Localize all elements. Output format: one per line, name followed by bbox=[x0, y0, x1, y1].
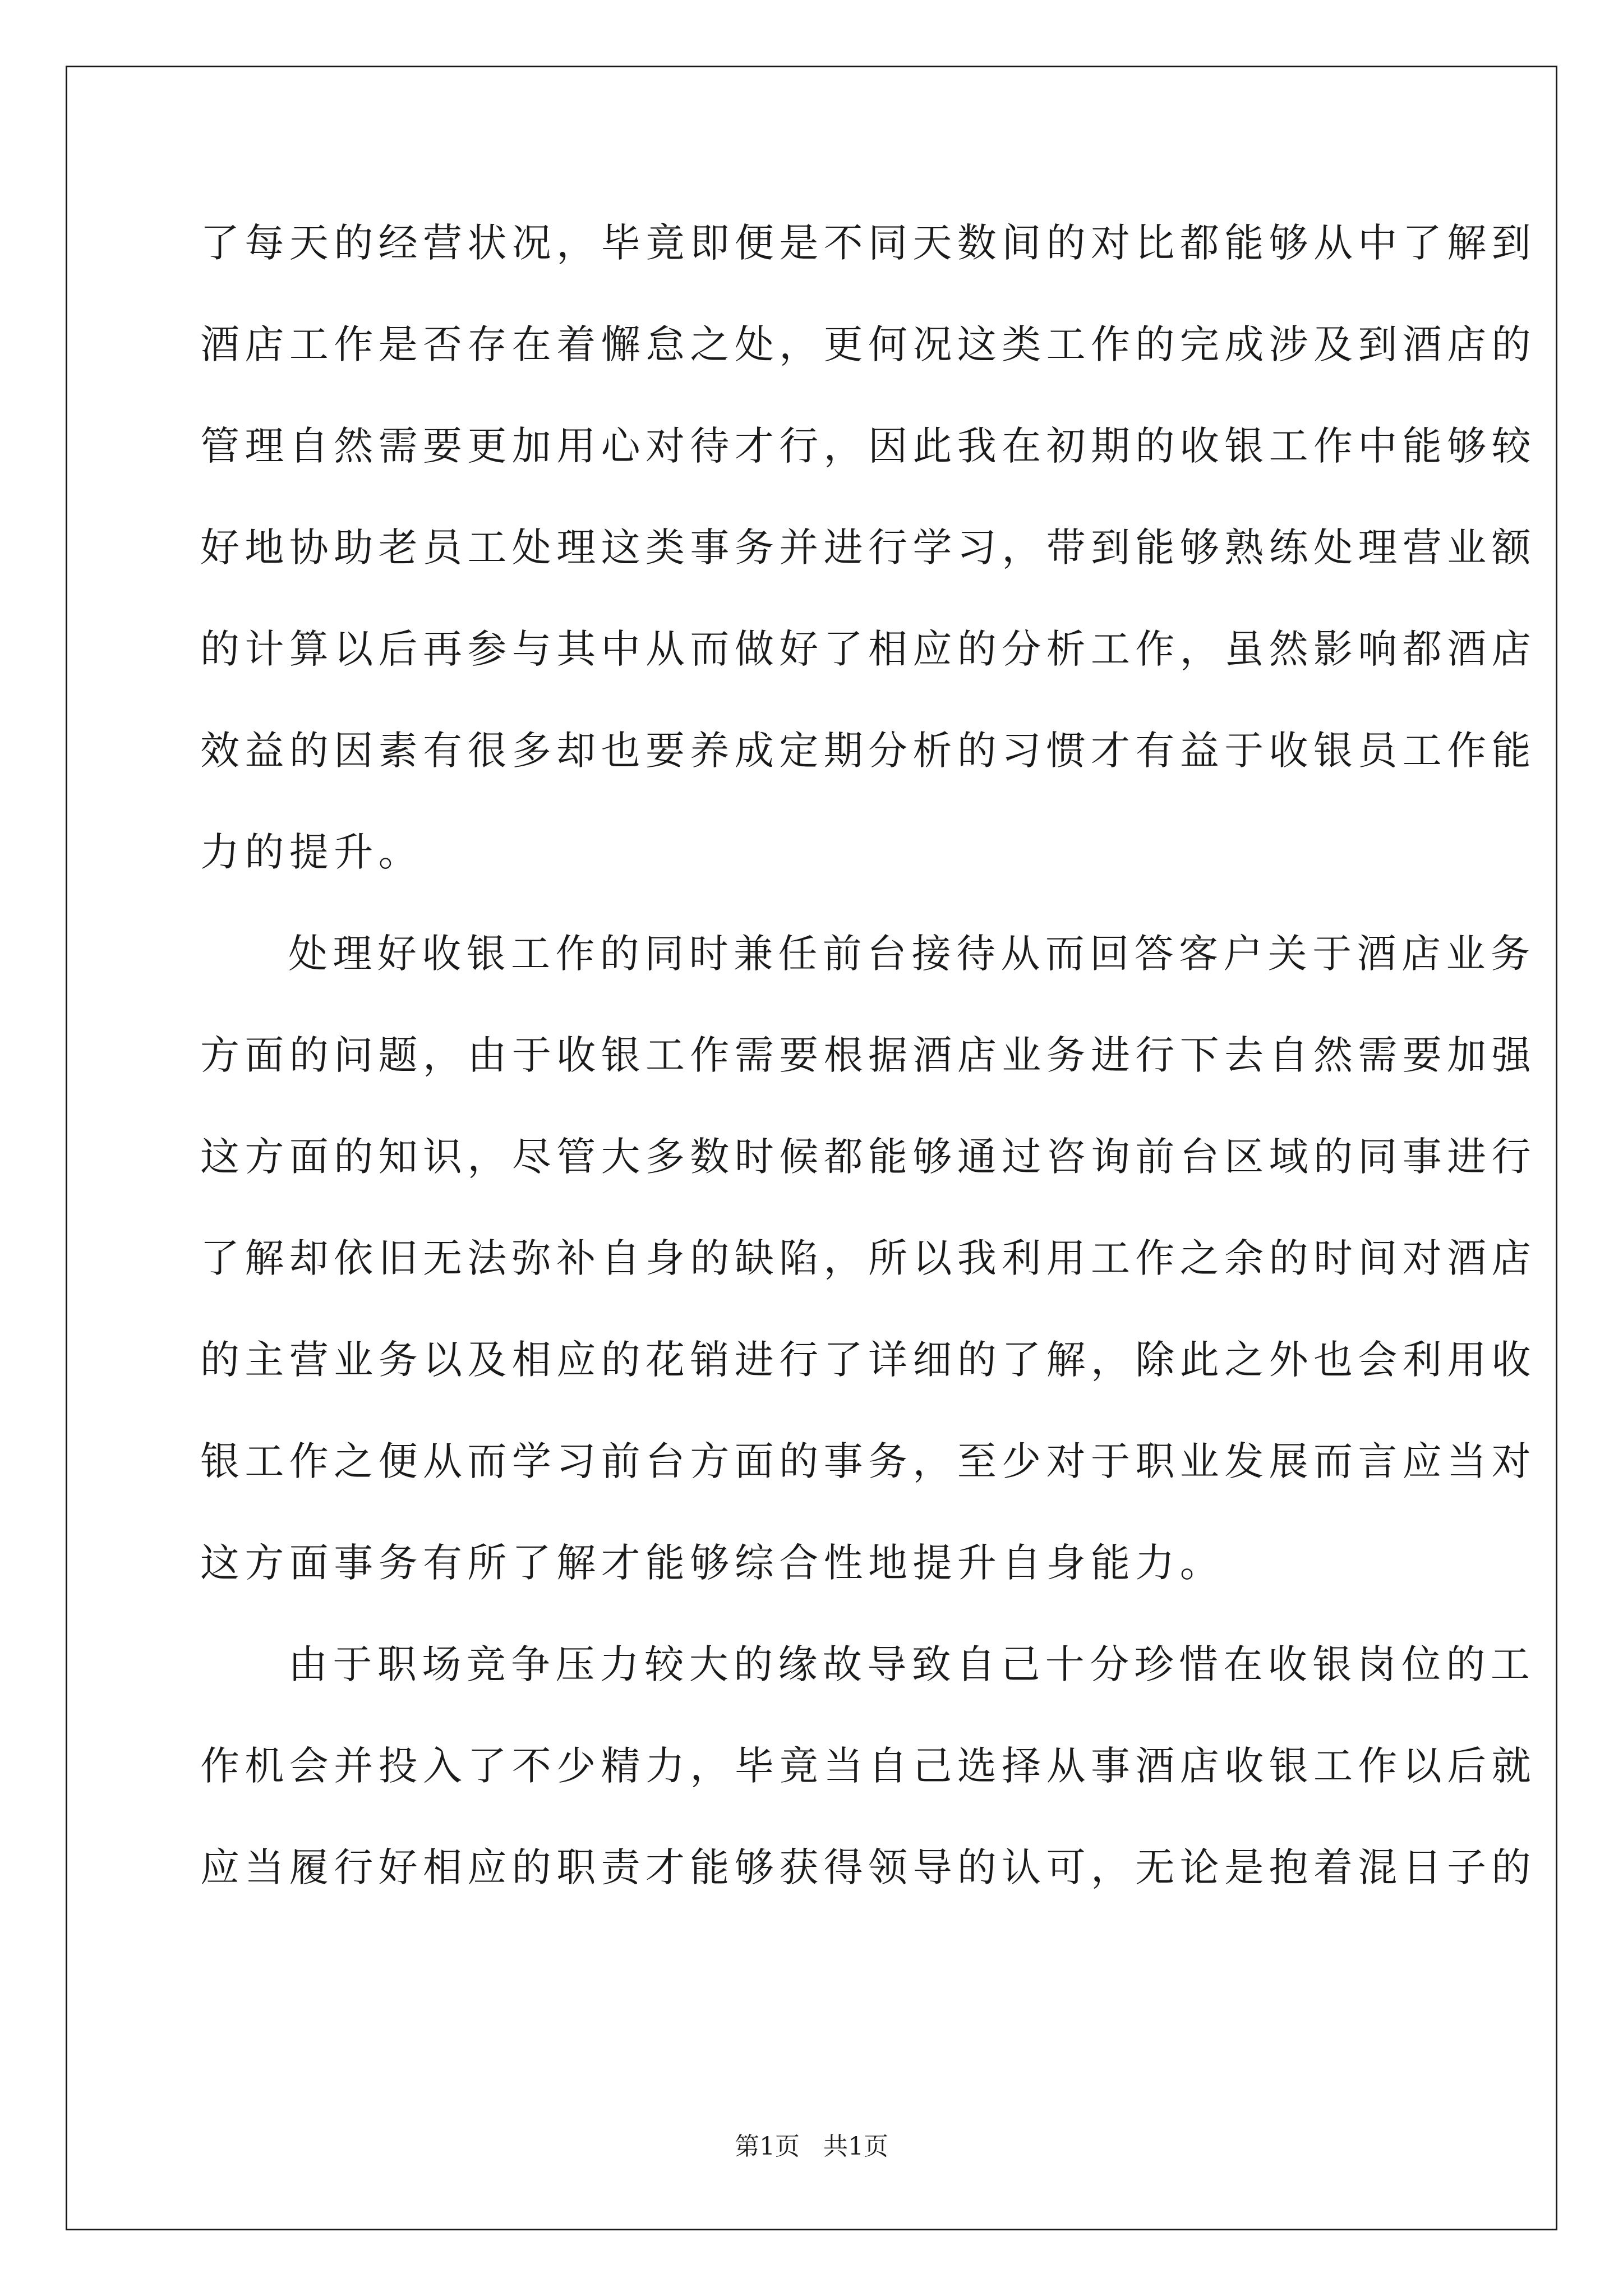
text-line: 这方面事务有所了解才能够综合性地提升自身能力。 bbox=[200, 1540, 1225, 1586]
text-line: 银工作之便从而学习前台方面的事务，至少对于职业发展而言应当对 bbox=[200, 1438, 1536, 1484]
text-line: 的计算以后再参与其中从而做好了相应的分析工作，虽然影响都酒店 bbox=[200, 626, 1536, 672]
text-line: 这方面的知识，尽管大多数时候都能够通过咨询前台区域的同事进行 bbox=[200, 1134, 1536, 1180]
text-line: 方面的问题，由于收银工作需要根据酒店业务进行下去自然需要加强 bbox=[200, 1032, 1536, 1078]
text-line: 酒店工作是否存在着懈怠之处，更何况这类工作的完成涉及到酒店的 bbox=[200, 321, 1536, 367]
text-line: 力的提升。 bbox=[200, 829, 423, 875]
text-line: 作机会并投入了不少精力，毕竟当自己选择从事酒店收银工作以后就 bbox=[200, 1743, 1536, 1789]
document-body bbox=[200, 192, 1536, 1918]
paragraph-3 bbox=[200, 1614, 1536, 1918]
text-line: 了每天的经营状况，毕竟即便是不同天数间的对比都能够从中了解到 bbox=[200, 220, 1536, 266]
text-line: 应当履行好相应的职责才能够获得领导的认可，无论是抱着混日子的 bbox=[200, 1844, 1536, 1890]
page-number-footer: 第1页 共1页 bbox=[735, 2132, 888, 2161]
text-line: 的主营业务以及相应的花销进行了详细的了解，除此之外也会利用收 bbox=[200, 1337, 1536, 1383]
paragraph-2 bbox=[200, 903, 1536, 1614]
text-line: 处理好收银工作的同时兼任前台接待从而回答客户关于酒店业务 bbox=[288, 931, 1536, 977]
text-line: 效益的因素有很多却也要养成定期分析的习惯才有益于收银员工作能 bbox=[200, 728, 1536, 774]
text-line: 好地协助老员工处理这类事务并进行学习，带到能够熟练处理营业额 bbox=[200, 524, 1536, 570]
text-line: 了解却依旧无法弥补自身的缺陷，所以我利用工作之余的时间对酒店 bbox=[200, 1235, 1536, 1281]
text-line: 管理自然需要更加用心对待才行，因此我在初期的收银工作中能够较 bbox=[200, 423, 1536, 469]
text-line: 由于职场竞争压力较大的缘故导致自己十分珍惜在收银岗位的工 bbox=[288, 1641, 1536, 1687]
paragraph-1 bbox=[200, 192, 1536, 903]
